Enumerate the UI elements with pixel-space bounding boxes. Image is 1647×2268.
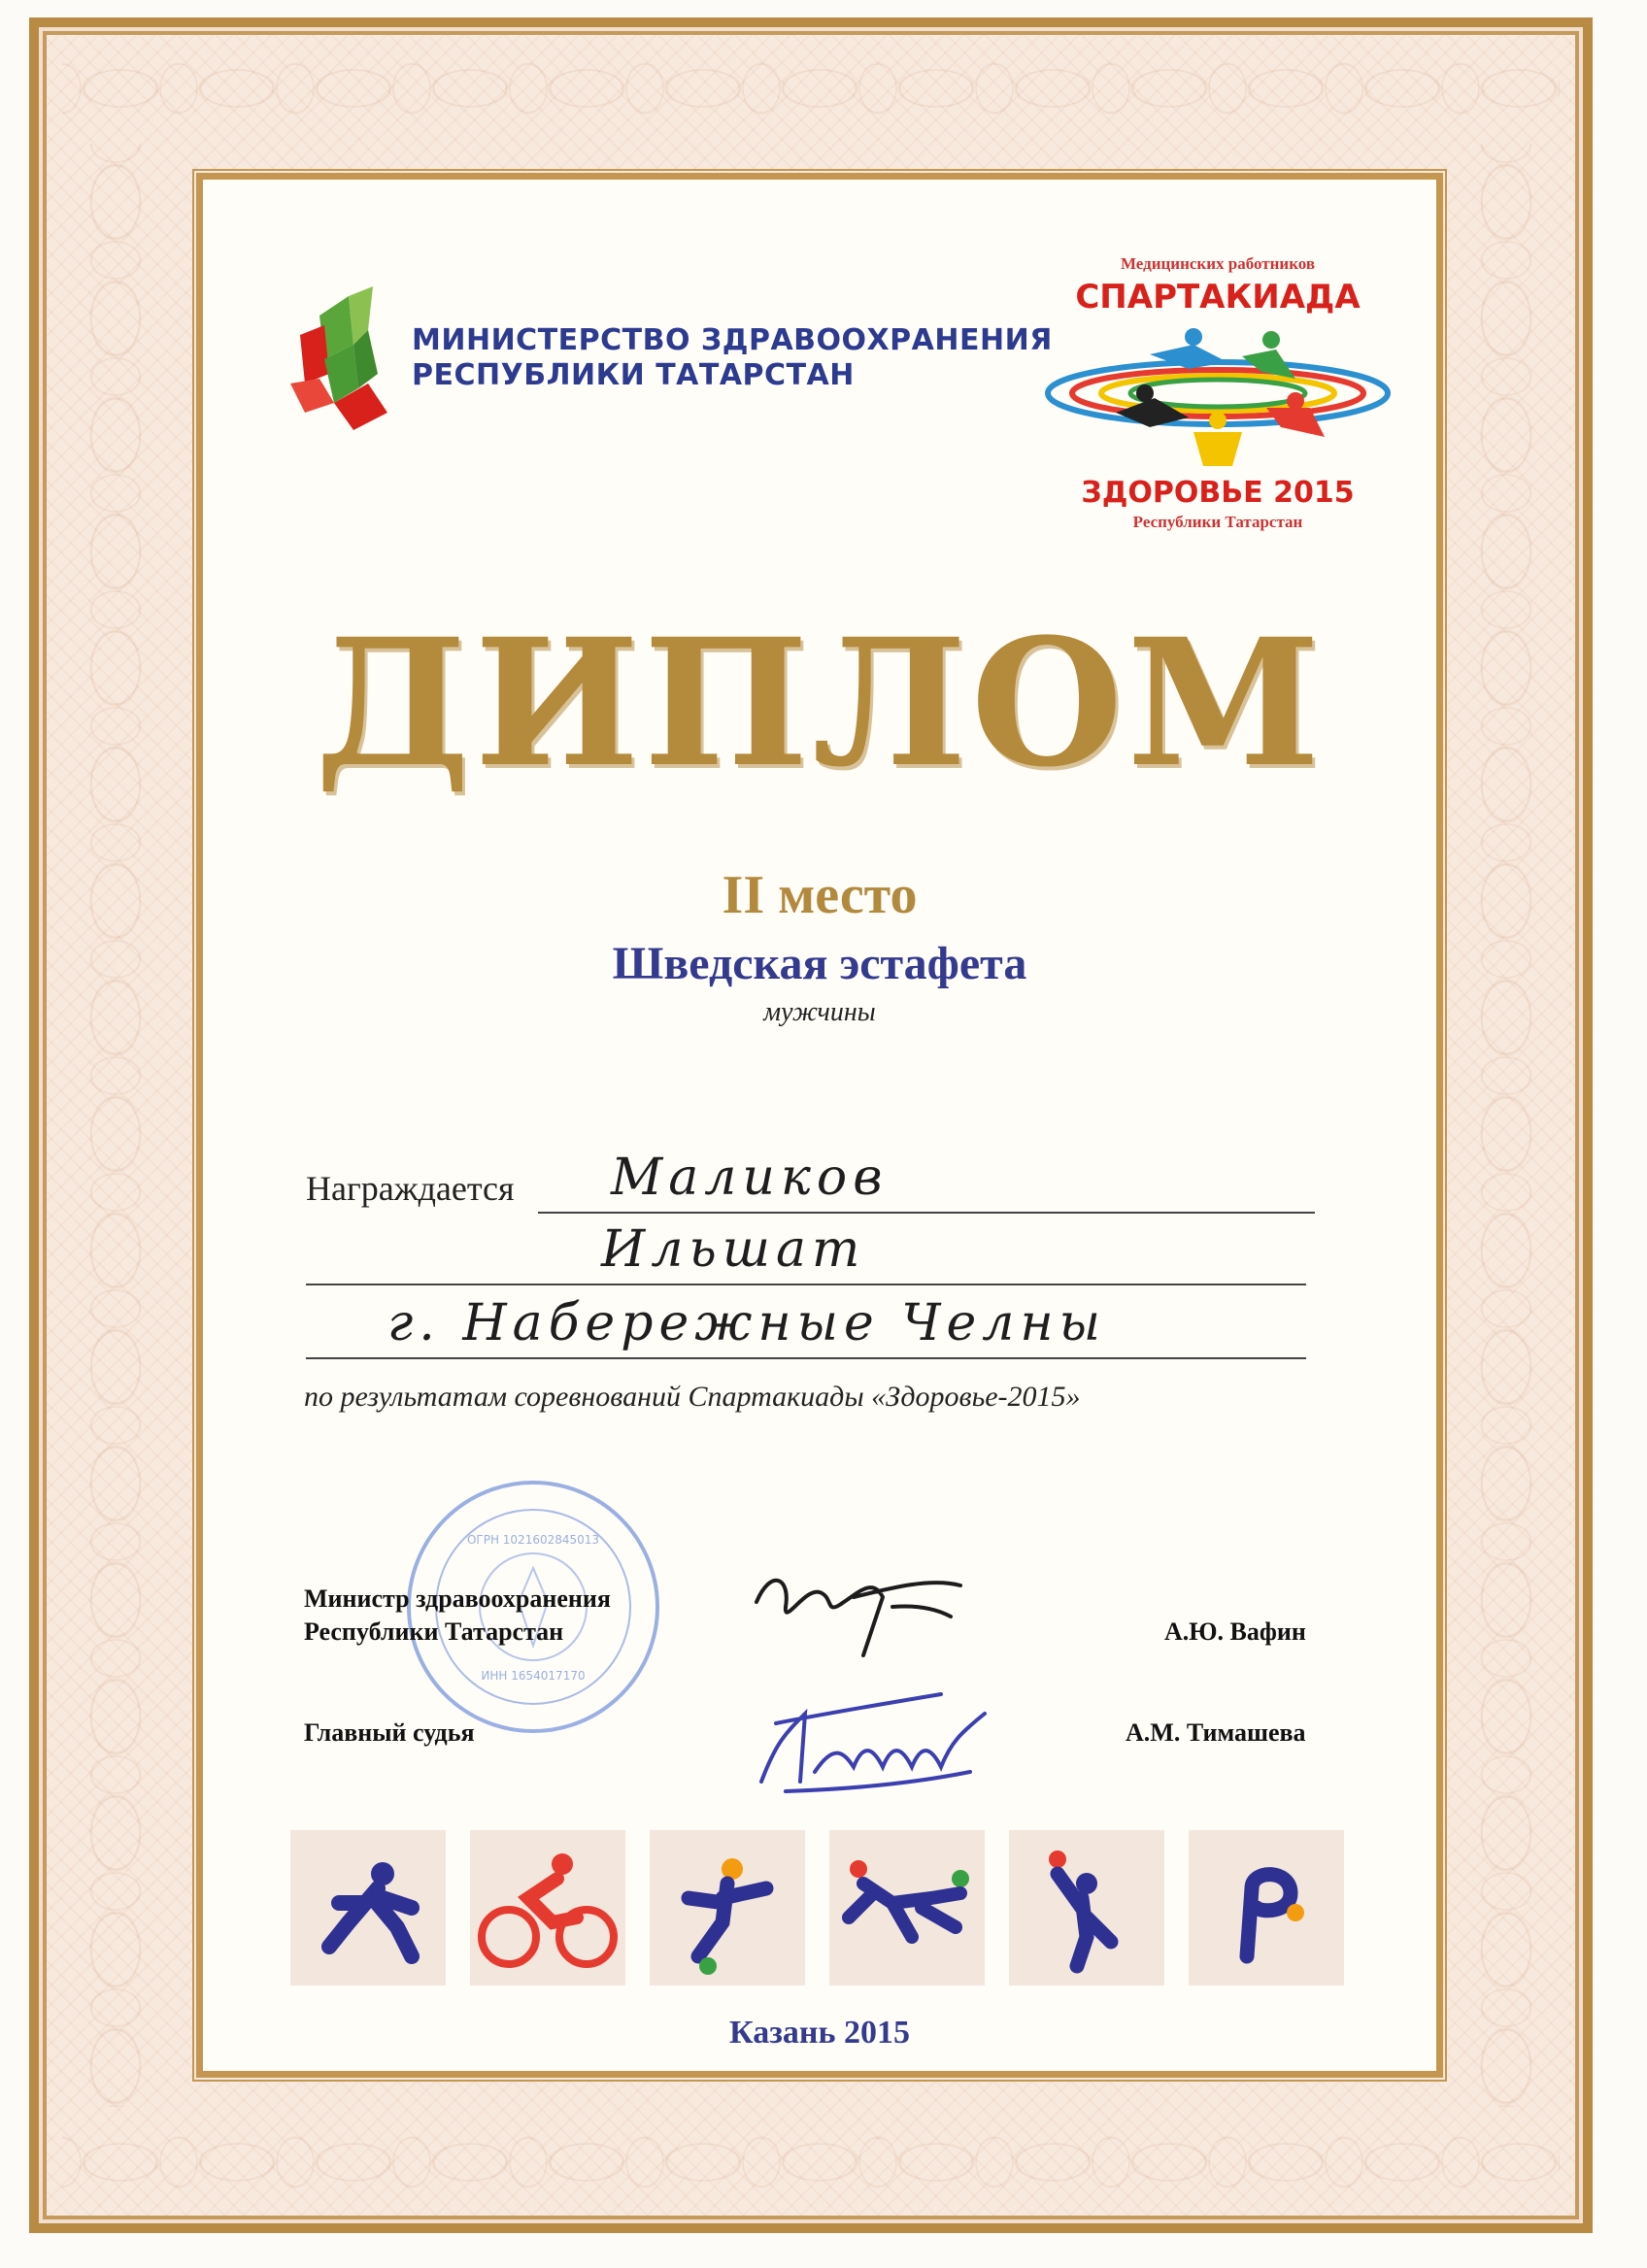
judge-title: Главный судья xyxy=(304,1718,475,1747)
judge-name: А.М. Тимашева xyxy=(1126,1718,1306,1747)
first-name-handwritten: Ильшат xyxy=(601,1220,866,1279)
logo-subtitle-text: ЗДОРОВЬЕ 2015 xyxy=(1081,476,1355,510)
top-ornament xyxy=(62,45,1560,132)
martial-arts-icon xyxy=(829,1830,985,1985)
event-name: Шведская эстафета xyxy=(612,938,1027,989)
results-note: по результатам соревнований Спартакиады «Здоровье-2015» xyxy=(304,1381,1081,1413)
left-ornament xyxy=(62,144,169,2107)
city-handwritten: г. Набережные Челны xyxy=(387,1294,1106,1352)
minister-title xyxy=(304,1583,611,1649)
bottom-ornament xyxy=(62,2118,1560,2206)
right-ornament xyxy=(1453,144,1560,2107)
ministry-emblem-icon xyxy=(281,286,397,432)
stamp-inn: ИНН 1654017170 xyxy=(481,1669,586,1683)
place-text: II место xyxy=(722,865,918,925)
logo-top-text: Медицинских работников xyxy=(1120,254,1316,273)
judge-signature-icon xyxy=(747,1675,999,1801)
minister-title-line2: Республики Татарстан xyxy=(304,1618,564,1646)
cycling-icon xyxy=(470,1830,625,1985)
surname-line xyxy=(538,1212,1315,1214)
city-year: Казань 2015 xyxy=(729,2015,910,2051)
football-icon xyxy=(650,1830,805,1985)
logo-bottom-text: Республики Татарстан xyxy=(1132,513,1303,531)
spartakiada-logo xyxy=(1033,248,1402,539)
ministry-name xyxy=(412,323,1053,393)
category-text: мужчины xyxy=(763,997,876,1027)
diploma-sheet xyxy=(29,17,1593,2233)
chess-icon xyxy=(1189,1830,1344,1985)
stamp-ogrn: ОГРН 1021602845013 xyxy=(466,1533,600,1547)
first-name-line xyxy=(306,1284,1306,1285)
minister-signature-icon xyxy=(747,1549,970,1675)
sport-pictograms xyxy=(290,1830,1349,1985)
minister-title-line1: Министр здравоохранения xyxy=(304,1584,611,1613)
awarded-label: Награждается xyxy=(306,1169,515,1208)
diploma-panel xyxy=(196,173,1443,2078)
diploma-title: ДИПЛОМ xyxy=(315,601,1325,806)
ministry-name-line2: РЕСПУБЛИКИ ТАТАРСТАН xyxy=(412,358,855,392)
volleyball-icon xyxy=(1009,1830,1164,1985)
running-icon xyxy=(290,1830,446,1985)
minister-name: А.Ю. Вафин xyxy=(1164,1618,1306,1646)
surname-handwritten: Маликов xyxy=(611,1149,889,1207)
athletes-icon xyxy=(1116,328,1325,466)
ministry-name-line1: МИНИСТЕРСТВО ЗДРАВООХРАНЕНИЯ xyxy=(412,323,1053,357)
logo-title-text: СПАРТАКИАДА xyxy=(1075,278,1361,317)
city-line xyxy=(306,1357,1306,1359)
